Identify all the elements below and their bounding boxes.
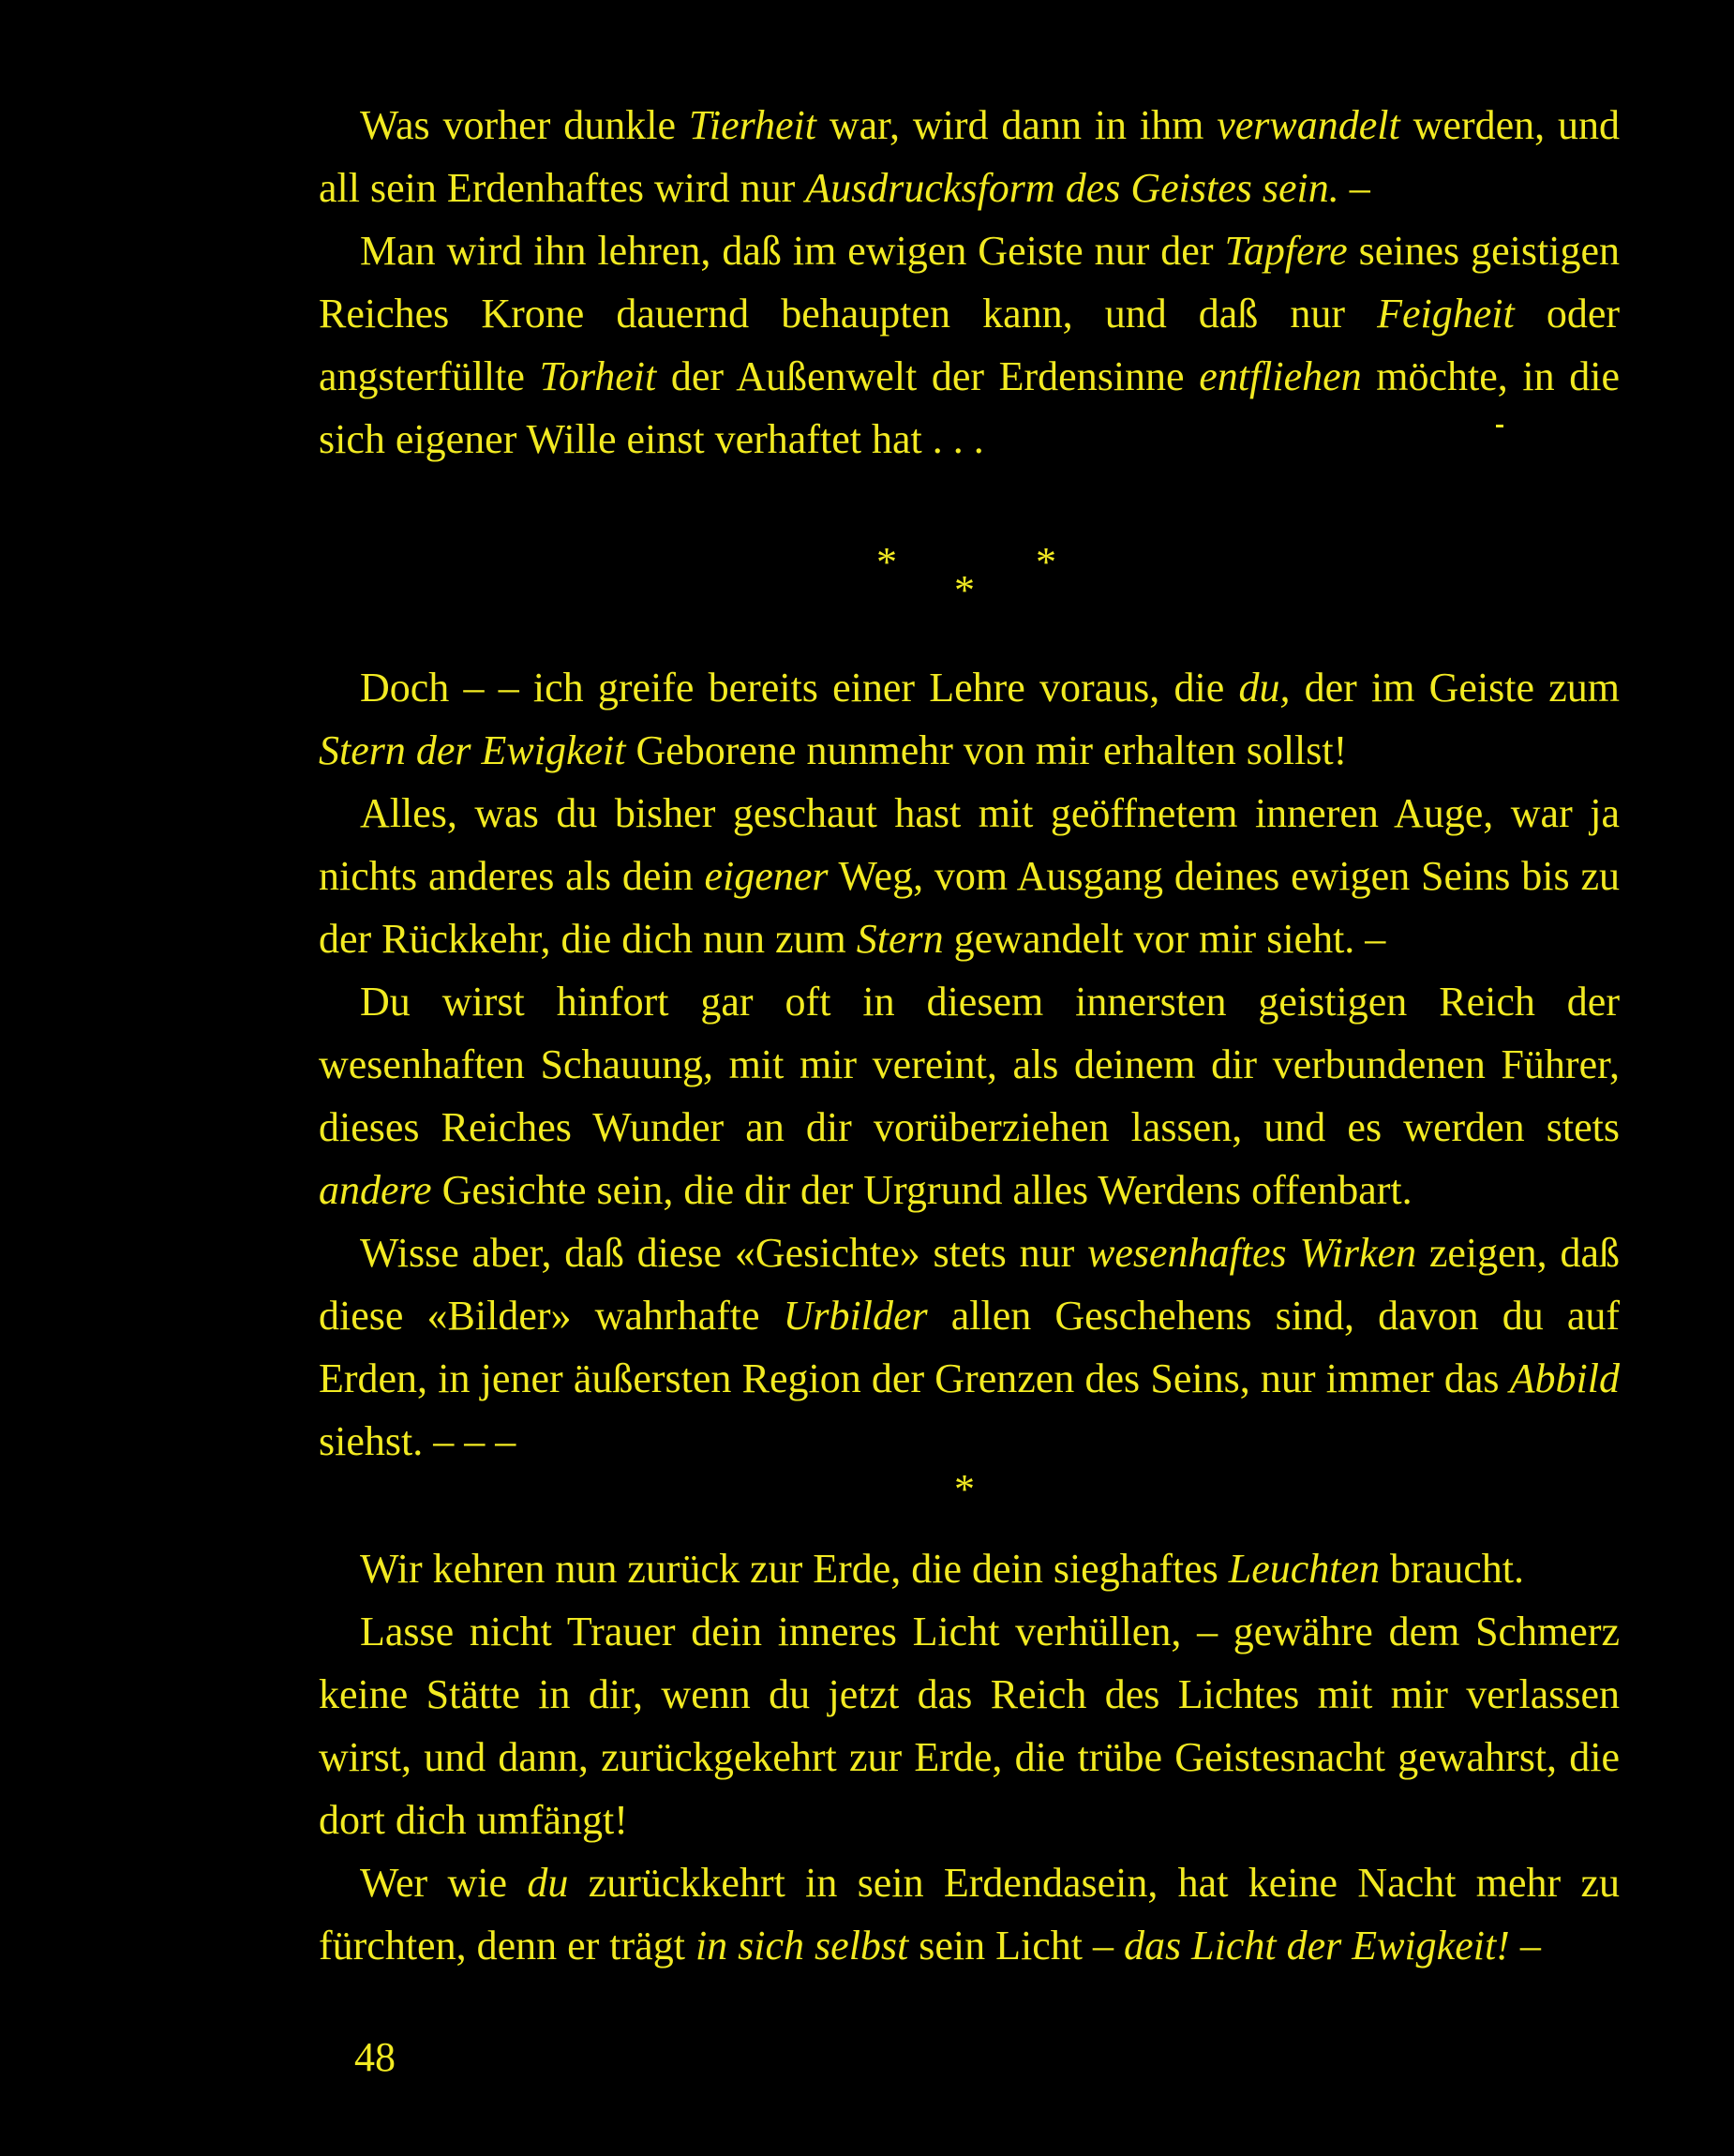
emphasis-text: Tapfere <box>1224 228 1348 274</box>
emphasis-text: du, <box>1238 665 1291 711</box>
paragraph: Alles, was du bisher geschaut hast mit geöffnetem inneren Auge, war ja nichts anderes als dein eigener Weg, vom Ausgang deines ewigen Seins bis zu der Rückkehr, die dich nun zum Stern gewandelt vor mir sieht. – <box>319 790 1620 962</box>
emphasis-text: andere <box>319 1167 432 1213</box>
paragraph: Wer wie du zurückkehrt in sein Erdendasein, hat keine Nacht mehr zu fürchten, denn er trägt in sich selbst sein Licht – das Licht der Ewigkeit! – <box>319 1860 1621 1969</box>
asterisk-ornament: * <box>876 539 897 585</box>
print-speck <box>1496 425 1503 427</box>
paragraph: Wisse aber, daß diese «Gesichte» stets nur wesenhaftes Wirken zeigen, daß diese «Bilder» wahrhafte Urbilder allen Geschehens sind, davon du auf Erden, in jener äußersten Region der Grenzen des Seins, nur immer das Abbild siehst. – – – <box>319 1230 1621 1464</box>
emphasis-text: Tierheit <box>688 102 816 148</box>
paragraph: Man wird ihn lehren, daß im ewigen Geiste nur der Tapfere seines geistigen Reiches Krone dauernd behaupten kann, und daß nur Feigheit oder angsterfüllte Torheit der Außenwelt der Erdensinne entfliehen möchte, in die sich eigener Wille einst verhaftet hat . . . <box>319 228 1620 462</box>
text-section-1 <box>319 94 1620 471</box>
emphasis-text: das Licht der Ewigkeit! <box>1124 1923 1510 1969</box>
asterisk-ornament: * <box>954 567 975 613</box>
asterisk-ornament: * <box>954 1466 975 1512</box>
emphasis-text: eigener <box>704 853 829 899</box>
emphasis-text: in sich selbst <box>695 1923 909 1969</box>
emphasis-text: Abbild <box>1509 1355 1620 1401</box>
emphasis-text: Feigheit <box>1377 291 1515 337</box>
page-number: 48 <box>354 2034 396 2080</box>
paragraph: Wir kehren nun zurück zur Erde, die dein sieghaftes Leuchten braucht. <box>360 1546 1524 1592</box>
emphasis-text: verwandelt <box>1217 102 1400 148</box>
emphasis-text: Ausdrucksform des Geistes sein. <box>805 165 1339 211</box>
emphasis-text: du <box>527 1860 569 1906</box>
emphasis-text: Torheit <box>539 353 657 399</box>
paragraph: Was vorher dunkle Tierheit war, wird dann in ihm verwandelt werden, und all sein Erdenhaftes wird nur Ausdrucksform des Geistes sein. – <box>319 102 1620 211</box>
text-section-2 <box>319 656 1620 1473</box>
emphasis-text: wesenhaftes Wirken <box>1087 1230 1417 1276</box>
paragraph: Lasse nicht Trauer dein inneres Licht verhüllen, – gewähre dem Schmerz keine Stätte in dir, wenn du jetzt das Reich des Lichtes mit mir verlassen wirst, und dann, zurückgekehrt zur Erde, die trübe Geistesnacht gewahrst, die dort dich umfängt! <box>319 1609 1620 1843</box>
paragraph: Doch – – ich greife bereits einer Lehre voraus, die du, der im Geiste zum Stern der Ewigkeit Geborene nunmehr von mir erhalten sollst! <box>319 665 1620 773</box>
emphasis-text: Leuchten <box>1228 1546 1381 1592</box>
emphasis-text: Stern der Ewigkeit <box>319 727 626 773</box>
text-section-3 <box>319 1537 1620 1977</box>
emphasis-text: entfliehen <box>1199 353 1362 399</box>
asterisk-ornament: * <box>1036 539 1056 585</box>
paragraph: Du wirst hinfort gar oft in diesem innersten geistigen Reich der wesenhaften Schauung, mit mir vereint, als deinem dir verbundenen Führer, dieses Reiches Wunder an dir vorüberziehen lassen, und es werden stets andere Gesichte sein, die dir der Urgrund alles Werdens offenbart. <box>319 979 1620 1213</box>
emphasis-text: Stern <box>856 916 944 962</box>
emphasis-text: Urbilder <box>783 1293 928 1339</box>
